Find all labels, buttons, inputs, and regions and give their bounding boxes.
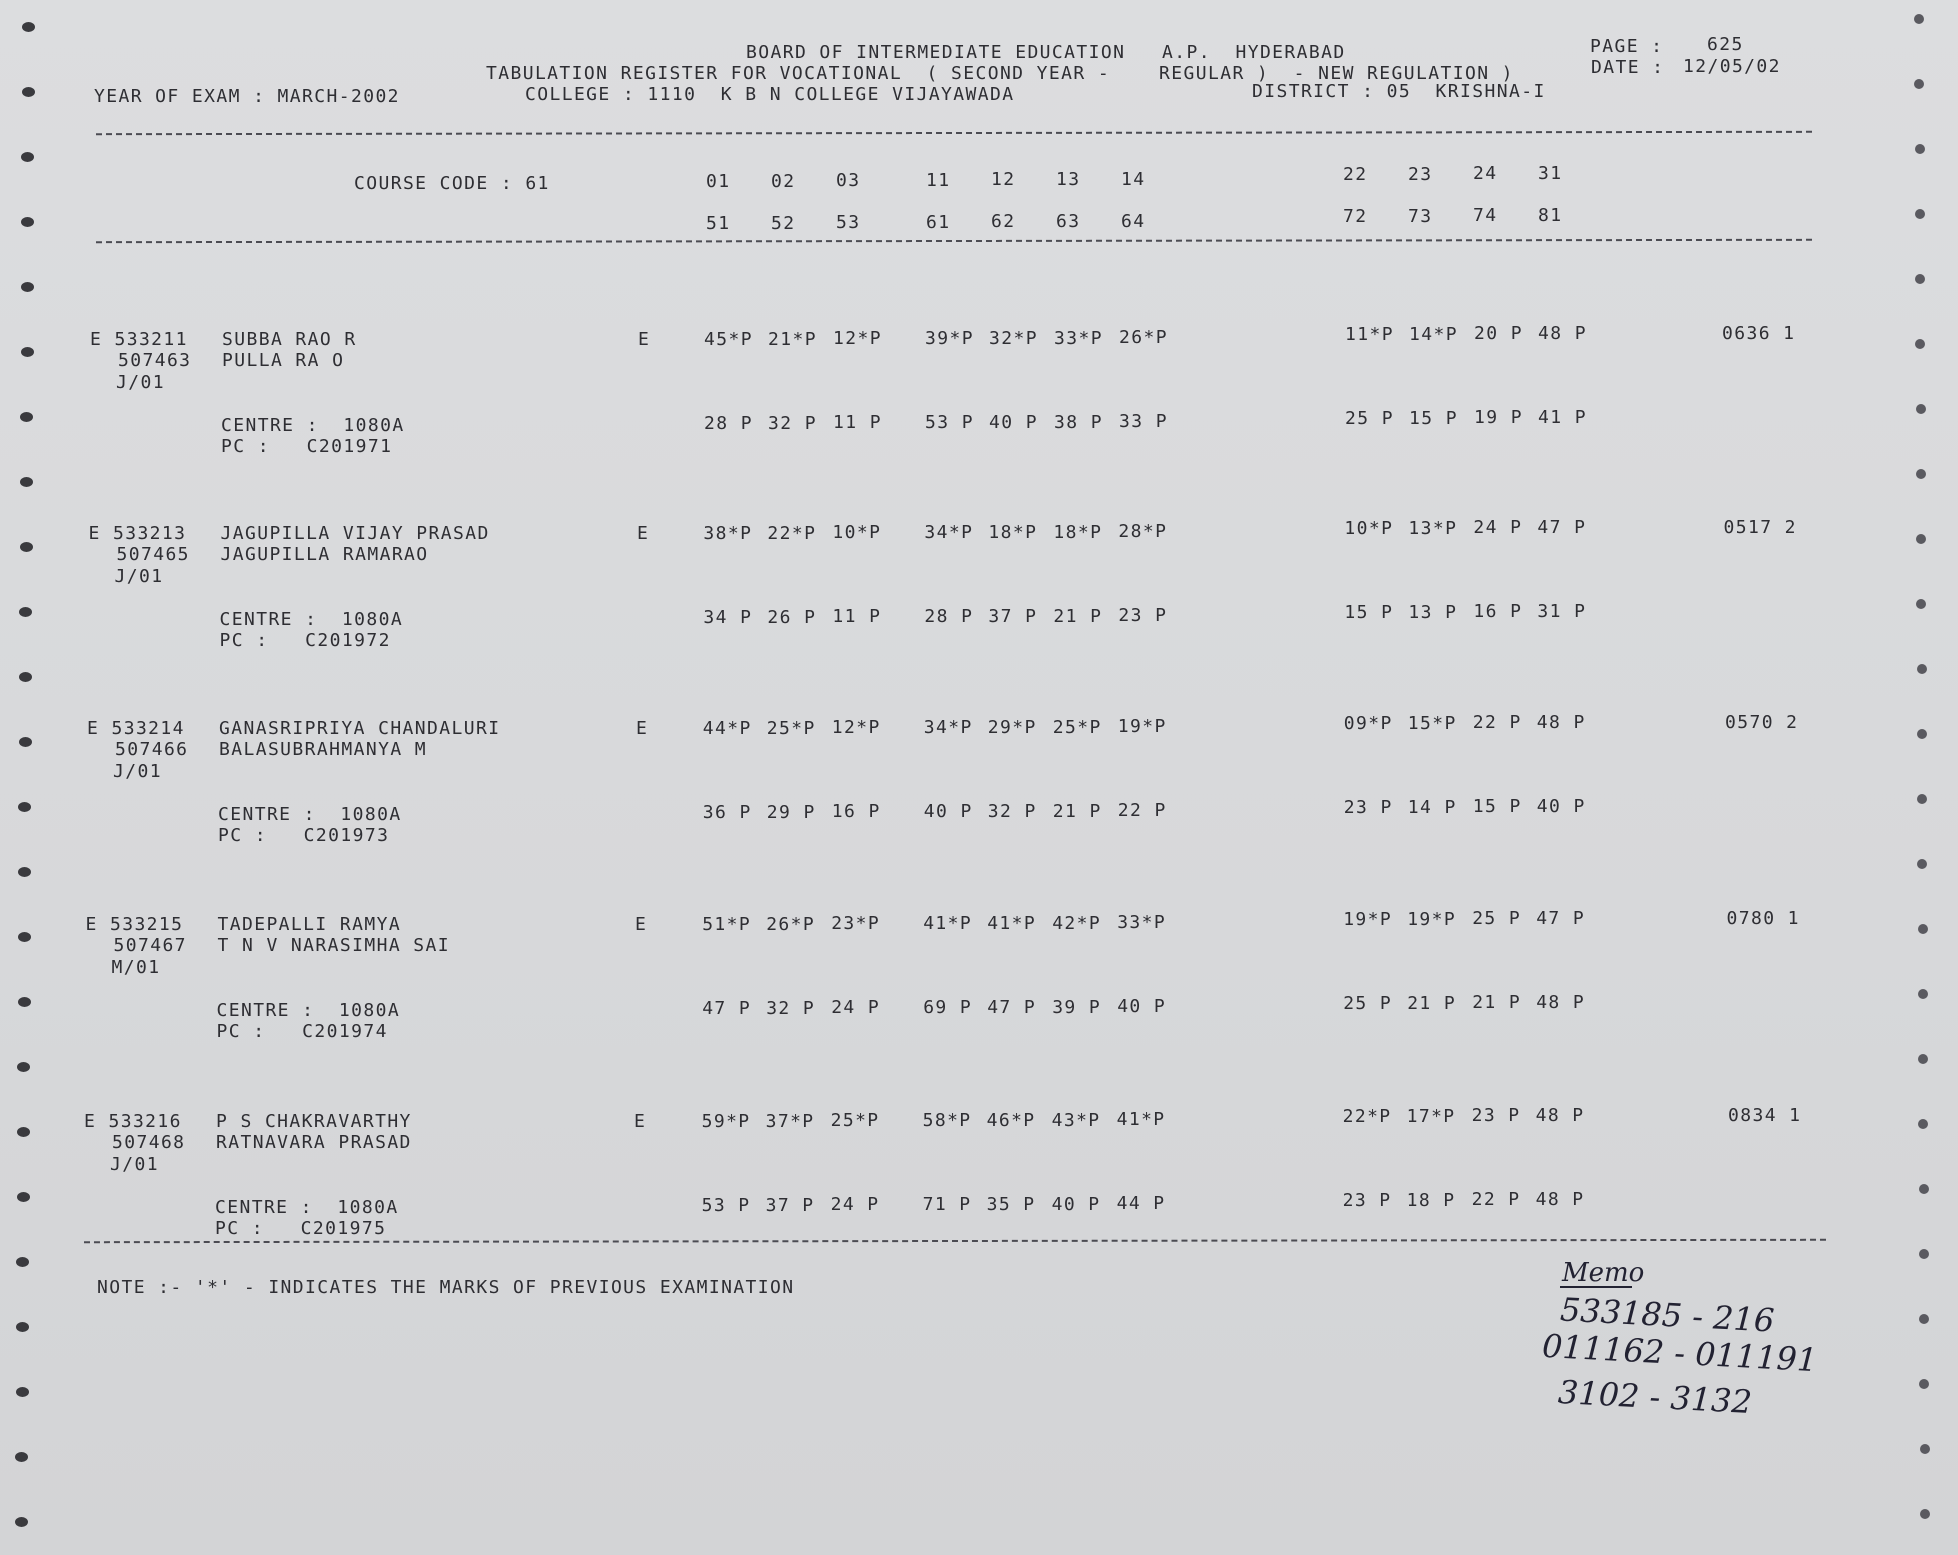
mark-current: 33*P: [1117, 912, 1167, 934]
mark-previous: 22 P: [1117, 800, 1167, 822]
punch-hole: [1917, 794, 1927, 804]
mark-previous: 44 P: [1116, 1193, 1166, 1215]
mark-previous: 25 P: [1343, 992, 1393, 1014]
page-label: PAGE :: [1590, 36, 1664, 57]
subject-code: 64: [1121, 210, 1146, 232]
punch-hole: [1917, 859, 1927, 869]
group-code: J/01: [114, 566, 164, 587]
exam-centre: CENTRE : 1080A: [219, 609, 404, 630]
mark-current: 12*P: [833, 328, 882, 350]
mark-current: 17*P: [1406, 1105, 1456, 1127]
mark-current: 47 P: [1537, 517, 1587, 538]
mark-current: 22 P: [1472, 712, 1522, 734]
punch-hole: [19, 737, 32, 747]
mark-current: 48 P: [1538, 323, 1587, 344]
pc-number: PC : C201971: [221, 436, 393, 457]
mark-previous: 32 P: [768, 412, 817, 434]
mark-previous: 14 P: [1407, 796, 1457, 818]
registration-number: 507465: [116, 544, 190, 565]
student-name: SUBBA RAO R: [222, 329, 357, 350]
year-of-exam: YEAR OF EXAM : MARCH-2002: [94, 86, 400, 107]
mark-current: 14*P: [1409, 323, 1458, 345]
mark-current: 48 P: [1535, 1105, 1585, 1126]
subject-code: 53: [836, 212, 861, 234]
punch-hole: [22, 87, 35, 97]
mark-current: 42*P: [1052, 912, 1102, 934]
mark-current: 19*P: [1343, 908, 1393, 930]
exam-centre: CENTRE : 1080A: [215, 1197, 399, 1218]
mark-current: 11*P: [1345, 323, 1394, 345]
mark-previous: 33 P: [1119, 411, 1168, 433]
punch-hole: [1916, 469, 1926, 479]
memo-line-1: 533185 - 216: [1559, 1290, 1776, 1340]
mark-current: 44*P: [702, 718, 752, 739]
mark-previous: 21 P: [1472, 992, 1522, 1014]
punch-hole: [1917, 729, 1927, 739]
registration-number: 507468: [112, 1132, 186, 1153]
mark-current: 15*P: [1407, 712, 1457, 734]
mark-previous: 37 P: [765, 1194, 815, 1216]
mark-current: 46*P: [986, 1109, 1036, 1131]
mark-previous: 47 P: [987, 996, 1037, 1018]
punch-hole: [17, 1192, 30, 1202]
punch-hole: [22, 22, 35, 32]
mark-previous: 18 P: [1406, 1189, 1456, 1211]
group-code: J/01: [110, 1154, 159, 1175]
mark-current: 12*P: [831, 717, 881, 739]
subject-code: 51: [706, 213, 731, 234]
mark-current: 24 P: [1473, 517, 1523, 539]
subject-code: 61: [926, 211, 951, 233]
mark-current: 39*P: [925, 328, 974, 350]
punch-hole: [1915, 274, 1925, 284]
registration-number: 507466: [115, 739, 189, 760]
subject-code: 22: [1343, 164, 1368, 186]
subject-code: 02: [771, 170, 796, 192]
mark-previous: 28 P: [924, 606, 974, 628]
mark-current: 10*P: [832, 522, 882, 544]
mark-current: 21*P: [768, 328, 817, 350]
mark-previous: 15 P: [1472, 796, 1522, 818]
mark-current: 19*P: [1117, 716, 1167, 738]
memo-line-3: 3102 - 3132: [1557, 1372, 1753, 1422]
mark-previous: 22 P: [1471, 1189, 1521, 1211]
total-and-division: 0636 1: [1722, 323, 1796, 344]
register-title: TABULATION REGISTER FOR VOCATIONAL ( SECOND YEAR - REGULAR ) - NEW REGULATION ): [486, 63, 1514, 84]
punch-hole: [20, 477, 33, 487]
punch-hole: [15, 1452, 28, 1462]
medium: E: [637, 523, 650, 544]
mark-previous: 48 P: [1536, 992, 1586, 1013]
mark-current: 38*P: [703, 523, 753, 544]
district: DISTRICT : 05 KRISHNA-I: [1252, 81, 1546, 102]
punch-hole: [21, 347, 34, 357]
punch-hole: [1918, 924, 1928, 934]
mark-current: 26*P: [1119, 327, 1168, 349]
mark-previous: 15 P: [1409, 407, 1458, 429]
mark-previous: 16 P: [831, 801, 881, 823]
mark-previous: 15 P: [1344, 601, 1394, 623]
mark-previous: 40 P: [1051, 1193, 1101, 1215]
mark-current: 34*P: [923, 717, 973, 739]
group-code: J/01: [113, 761, 162, 782]
mark-current: 18*P: [988, 521, 1038, 543]
mark-previous: 21 P: [1052, 800, 1102, 822]
subject-code: 03: [836, 170, 861, 192]
father-name: JAGUPILLA RAMARAO: [220, 544, 429, 565]
father-name: RATNAVARA PRASAD: [216, 1132, 412, 1153]
father-name: BALASUBRAHMANYA M: [219, 739, 428, 760]
mark-previous: 40 P: [1117, 996, 1167, 1018]
exam-centre: CENTRE : 1080A: [218, 804, 402, 825]
subject-code: 52: [771, 212, 796, 234]
punch-hole: [17, 1127, 30, 1137]
mark-previous: 13 P: [1408, 601, 1458, 623]
mark-current: 32*P: [989, 327, 1038, 349]
mark-previous: 41 P: [1538, 407, 1587, 428]
punch-hole: [1919, 1184, 1929, 1194]
mark-current: 23*P: [831, 913, 881, 935]
pc-number: PC : C201975: [215, 1218, 387, 1239]
mark-previous: 48 P: [1535, 1189, 1585, 1210]
mark-current: 22*P: [767, 522, 817, 544]
punch-hole: [20, 542, 33, 552]
memo-underline: [1560, 1286, 1632, 1288]
exam-centre: CENTRE : 1080A: [221, 415, 405, 436]
punch-hole: [1918, 1119, 1928, 1129]
total-and-division: 0780 1: [1726, 908, 1800, 929]
subject-code: 24: [1473, 163, 1498, 185]
mark-current: 28*P: [1118, 521, 1168, 543]
mark-current: 25*P: [830, 1110, 880, 1132]
mark-current: 37*P: [765, 1110, 815, 1132]
mark-current: 18*P: [1053, 521, 1103, 543]
mark-previous: 11 P: [833, 412, 882, 434]
course-code: COURSE CODE : 61: [354, 173, 550, 194]
punch-hole: [21, 282, 34, 292]
mark-previous: 37 P: [988, 605, 1038, 627]
subject-code: 81: [1538, 205, 1563, 226]
medium: E: [635, 914, 648, 935]
punch-hole: [18, 867, 31, 877]
mark-current: 58*P: [922, 1110, 972, 1132]
total-and-division: 0570 2: [1725, 712, 1799, 733]
mark-current: 51*P: [702, 914, 752, 935]
mark-previous: 47 P: [702, 998, 752, 1019]
punch-hole: [20, 412, 33, 422]
mark-previous: 40 P: [989, 411, 1038, 433]
exam-centre: CENTRE : 1080A: [216, 1000, 401, 1021]
punch-hole: [1920, 1444, 1930, 1454]
punch-hole: [1915, 144, 1925, 154]
roll-number: E 533216: [84, 1111, 182, 1132]
punch-hole: [1914, 14, 1924, 24]
mark-current: 45*P: [704, 329, 753, 350]
mark-previous: 34 P: [703, 607, 753, 628]
roll-number: E 533214: [87, 718, 185, 739]
punch-hole: [21, 217, 34, 227]
mark-previous: 69 P: [923, 997, 973, 1019]
date-label: DATE :: [1591, 57, 1665, 78]
mark-previous: 38 P: [1054, 411, 1103, 433]
mark-previous: 11 P: [832, 606, 882, 628]
mark-current: 23 P: [1471, 1105, 1521, 1127]
mark-current: 22*P: [1342, 1105, 1392, 1127]
subject-code: 73: [1408, 205, 1433, 227]
mark-current: 59*P: [701, 1111, 751, 1132]
subject-code: 14: [1121, 168, 1146, 190]
mark-current: 48 P: [1536, 712, 1586, 733]
subject-code: 11: [926, 169, 951, 191]
mark-current: 09*P: [1343, 712, 1393, 734]
punch-hole: [19, 607, 32, 617]
punch-hole: [1919, 1314, 1929, 1324]
subject-code: 72: [1343, 206, 1368, 228]
student-name: GANASRIPRIYA CHANDALURI: [219, 718, 501, 739]
memo-line-2: 011162 - 011191: [1541, 1326, 1819, 1380]
mark-current: 25*P: [1052, 716, 1102, 738]
pc-number: PC : C201974: [216, 1021, 388, 1042]
mark-previous: 24 P: [830, 1194, 880, 1216]
group-code: J/01: [116, 372, 165, 393]
punch-hole: [1918, 989, 1928, 999]
punch-hole: [16, 1322, 29, 1332]
punch-hole: [19, 672, 32, 682]
subject-code: 62: [991, 211, 1016, 233]
subject-code: 13: [1056, 169, 1081, 190]
mark-previous: 28 P: [704, 413, 753, 434]
subject-code: 23: [1408, 163, 1433, 185]
college: COLLEGE : 1110 K B N COLLEGE VIJAYAWADA: [525, 84, 1015, 105]
punch-hole: [1915, 209, 1925, 219]
mark-previous: 53 P: [701, 1195, 751, 1216]
mark-previous: 71 P: [922, 1194, 972, 1216]
mark-current: 20 P: [1474, 323, 1523, 345]
roll-number: E 533213: [88, 523, 187, 544]
mark-current: 26*P: [766, 913, 816, 935]
mark-previous: 23 P: [1343, 796, 1393, 818]
subject-code: 01: [706, 171, 731, 192]
mark-current: 10*P: [1344, 517, 1394, 539]
punch-hole: [1919, 1379, 1929, 1389]
pc-number: PC : C201972: [219, 630, 391, 651]
footnote: NOTE :- '*' - INDICATES THE MARKS OF PREVIOUS EXAMINATION: [97, 1277, 795, 1298]
mark-previous: 23 P: [1118, 605, 1168, 627]
punch-hole: [1920, 1509, 1930, 1519]
father-name: PULLA RA O: [222, 350, 345, 371]
mark-previous: 32 P: [987, 800, 1037, 822]
punch-hole: [18, 932, 31, 942]
punch-hole: [1918, 1054, 1928, 1064]
punch-hole: [1916, 404, 1926, 414]
student-name: P S CHAKRAVARTHY: [216, 1111, 412, 1132]
punch-hole: [16, 1387, 29, 1397]
mark-current: 25 P: [1472, 908, 1522, 930]
memo-title: Memo: [1562, 1258, 1645, 1288]
mark-previous: 26 P: [767, 606, 817, 628]
mark-previous: 53 P: [925, 412, 974, 434]
mark-current: 47 P: [1536, 908, 1586, 929]
subject-code: 74: [1473, 205, 1498, 227]
medium: E: [638, 329, 651, 350]
punch-hole: [1915, 339, 1925, 349]
punch-hole: [21, 152, 34, 162]
mark-previous: 39 P: [1052, 996, 1102, 1018]
mark-current: 41*P: [987, 912, 1037, 934]
mark-previous: 19 P: [1474, 407, 1523, 429]
father-name: T N V NARASIMHA SAI: [217, 935, 451, 956]
punch-hole: [1916, 534, 1926, 544]
registration-number: 507463: [118, 350, 192, 371]
mark-previous: 31 P: [1537, 601, 1587, 622]
mark-current: 33*P: [1054, 327, 1103, 349]
codes-rule: [96, 239, 1812, 243]
subject-code: 63: [1056, 211, 1081, 232]
mark-previous: 40 P: [923, 801, 973, 823]
student-name: TADEPALLI RAMYA: [217, 914, 402, 935]
mark-current: 19*P: [1407, 908, 1457, 930]
mark-current: 41*P: [923, 913, 973, 935]
medium: E: [634, 1111, 647, 1132]
mark-current: 34*P: [924, 522, 974, 544]
mark-previous: 21 P: [1053, 605, 1103, 627]
footer-rule: [84, 1239, 1826, 1243]
mark-previous: 32 P: [766, 997, 816, 1019]
mark-previous: 21 P: [1407, 992, 1457, 1014]
mark-previous: 29 P: [766, 801, 816, 823]
total-and-division: 0834 1: [1728, 1105, 1802, 1126]
mark-current: 43*P: [1051, 1109, 1101, 1131]
mark-current: 25*P: [766, 717, 816, 739]
header-rule: [96, 131, 1812, 135]
roll-number: E 533211: [90, 329, 188, 350]
mark-previous: 36 P: [702, 802, 752, 823]
mark-previous: 40 P: [1536, 796, 1586, 817]
mark-current: 29*P: [987, 716, 1037, 738]
subject-code: 12: [991, 169, 1016, 191]
registration-number: 507467: [113, 935, 187, 956]
mark-previous: 24 P: [831, 997, 881, 1019]
mark-current: 41*P: [1116, 1109, 1166, 1131]
punch-hole: [1914, 79, 1924, 89]
mark-previous: 16 P: [1473, 601, 1523, 623]
print-date: 12/05/02: [1683, 56, 1781, 77]
medium: E: [636, 718, 649, 739]
punch-hole: [18, 802, 31, 812]
board-title: BOARD OF INTERMEDIATE EDUCATION A.P. HYDERABAD: [746, 42, 1346, 63]
punch-hole: [18, 997, 31, 1007]
roll-number: E 533215: [85, 914, 184, 935]
student-name: JAGUPILLA VIJAY PRASAD: [220, 523, 490, 544]
page-number: 625: [1707, 34, 1744, 55]
punch-hole: [1919, 1249, 1929, 1259]
subject-code: 31: [1538, 163, 1563, 184]
group-code: M/01: [111, 957, 161, 978]
punch-hole: [1916, 599, 1926, 609]
total-and-division: 0517 2: [1723, 517, 1797, 538]
punch-hole: [16, 1257, 29, 1267]
pc-number: PC : C201973: [218, 825, 390, 846]
punch-hole: [17, 1062, 30, 1072]
mark-previous: 35 P: [986, 1193, 1036, 1215]
punch-hole: [1917, 664, 1927, 674]
punch-hole: [15, 1517, 28, 1527]
mark-current: 13*P: [1408, 517, 1458, 539]
mark-previous: 23 P: [1342, 1189, 1392, 1211]
mark-previous: 25 P: [1345, 407, 1394, 429]
